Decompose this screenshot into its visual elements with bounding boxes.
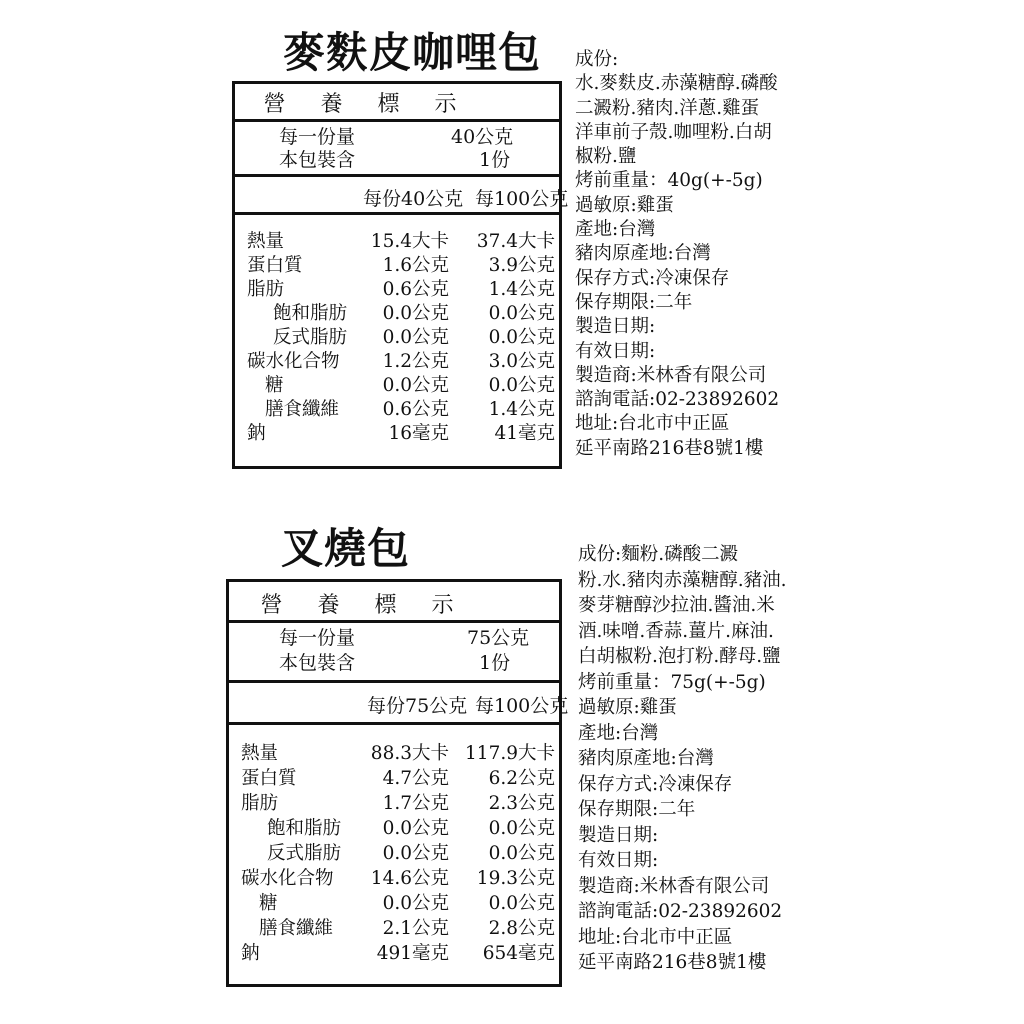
info-line: 成份:麵粉.磷酸二澱 [578, 544, 739, 565]
nutrient-row [229, 792, 559, 816]
nutrient-name: 鈉 [241, 943, 260, 964]
nutrient-per-serving: 491毫克 [376, 943, 449, 964]
product-title: 麥麩皮咖哩包 [283, 28, 542, 77]
info-line: 產地:台灣 [578, 722, 659, 744]
info-line: 麥芽糖醇沙拉油.醬油.米 [578, 595, 775, 616]
info-line: 保存期限:二年 [575, 291, 693, 313]
serving-size-value: 40公克 [451, 126, 514, 148]
info-line: 有效日期: [578, 850, 659, 871]
info-line: 諮詢電話:02-23892602 [578, 901, 783, 922]
nutrient-row [235, 422, 559, 446]
info-line: 豬肉原產地:台灣 [578, 748, 714, 769]
divider [235, 174, 559, 177]
nutrient-row [235, 302, 559, 326]
nutrient-per-100g: 3.9公克 [488, 255, 555, 276]
nutrient-per-serving: 1.7公克 [382, 793, 449, 814]
nutrient-name: 熱量 [247, 231, 285, 252]
info-line: 製造商:米林香有限公司 [578, 875, 770, 897]
column-header-per-serving: 每份75公克 [367, 695, 468, 717]
divider [235, 212, 559, 215]
info-line: 地址:台北市中正區 [578, 926, 733, 948]
nutrient-per-100g: 19.3公克 [476, 868, 555, 889]
servings-per-package-value: 1份 [479, 149, 511, 171]
servings-per-package-label: 本包裝含 [279, 149, 356, 171]
nutrient-name: 脂肪 [241, 793, 279, 814]
divider [235, 119, 559, 122]
nutrient-per-serving: 1.6公克 [382, 255, 449, 276]
nutrient-name: 飽和脂肪 [267, 818, 342, 839]
nutrient-row [229, 892, 559, 916]
nutrient-row [235, 278, 559, 302]
nutrient-per-100g: 0.0公克 [488, 327, 555, 348]
nutrient-row [229, 917, 559, 941]
nutrient-row [229, 942, 559, 966]
nutrient-name: 反式脂肪 [273, 327, 348, 348]
nutrient-per-serving: 0.0公克 [382, 327, 449, 348]
info-line: 延平南路216巷8號1樓 [575, 437, 764, 459]
nutrient-name: 糖 [265, 375, 284, 396]
nutrient-name: 糖 [259, 893, 278, 914]
nutrient-row [235, 326, 559, 350]
nutrient-per-serving: 0.6公克 [382, 279, 449, 300]
nutrient-per-100g: 0.0公克 [488, 893, 555, 914]
info-line: 延平南路216巷8號1樓 [578, 952, 767, 973]
nutrient-per-100g: 2.8公克 [488, 918, 555, 939]
nutrient-per-serving: 0.0公克 [382, 375, 449, 396]
nutrient-per-serving: 4.7公克 [382, 768, 449, 789]
info-line: 水.麥麩皮.赤藻糖醇.磷酸 [575, 73, 778, 95]
nutrient-name: 鈉 [247, 423, 266, 444]
nutrition-facts-panel [232, 81, 569, 469]
nutrient-per-serving: 16毫克 [388, 423, 449, 444]
nutrient-row [229, 867, 559, 891]
column-header-per-serving: 每份40公克 [363, 188, 464, 210]
nutrient-per-100g: 0.0公克 [488, 818, 555, 839]
serving-size-value: 75公克 [467, 627, 530, 649]
info-line: 酒.味噌.香蒜.薑片.麻油. [578, 620, 774, 642]
nutrient-name: 反式脂肪 [267, 843, 342, 864]
nutrient-name: 蛋白質 [247, 255, 303, 276]
info-line: 產地:台灣 [575, 219, 656, 241]
info-line: 製造日期: [578, 824, 659, 846]
serving-size-label: 每一份量 [279, 126, 356, 148]
nutrient-per-serving: 0.6公克 [382, 399, 449, 420]
info-line: 豬肉原產地:台灣 [575, 243, 711, 265]
info-line: 洋車前子殼.咖哩粉.白胡 [575, 121, 772, 143]
divider [229, 620, 559, 623]
info-line: 諮詢電話:02-23892602 [575, 389, 780, 411]
info-line: 成份: [575, 49, 619, 70]
info-line: 烤前重量：75g(+-5g) [578, 671, 766, 693]
nutrient-per-serving: 0.0公克 [382, 303, 449, 324]
nutrient-name: 蛋白質 [241, 768, 297, 789]
info-line: 過敏原:雞蛋 [575, 194, 674, 216]
info-line: 二澱粉.豬肉.洋蔥.雞蛋 [575, 97, 760, 119]
product-label [0, 512, 1024, 1024]
nutrient-row [235, 398, 559, 422]
product-title: 叉燒包 [281, 524, 411, 573]
nutrient-row [229, 742, 559, 766]
nutrient-name: 熱量 [241, 743, 279, 764]
nutrient-name: 膳食纖維 [265, 399, 340, 420]
nutrient-per-100g: 0.0公克 [488, 843, 555, 864]
nutrient-row [229, 767, 559, 791]
servings-per-package-label: 本包裝含 [279, 652, 356, 674]
nutrient-per-100g: 2.3公克 [488, 793, 555, 814]
nutrient-per-100g: 1.4公克 [488, 279, 555, 300]
info-line: 烤前重量：40g(+-5g) [575, 170, 763, 192]
nutrient-name: 膳食纖維 [259, 918, 334, 939]
nutrient-per-100g: 41毫克 [494, 423, 555, 444]
info-line: 過敏原:雞蛋 [578, 697, 677, 718]
nutrient-per-serving: 0.0公克 [382, 818, 449, 839]
nutrient-per-serving: 0.0公克 [382, 843, 449, 864]
nutrient-per-100g: 37.4大卡 [476, 231, 555, 252]
info-line: 製造日期: [575, 316, 656, 338]
divider [229, 680, 559, 683]
info-line: 保存方式:冷凍保存 [578, 773, 733, 795]
info-line: 地址:台北市中正區 [575, 413, 730, 435]
nutrient-per-serving: 1.2公克 [382, 351, 449, 372]
nutrient-row [235, 230, 559, 254]
nutrient-per-100g: 117.9大卡 [465, 743, 555, 764]
nutrient-name: 飽和脂肪 [273, 303, 348, 324]
nutrient-per-100g: 0.0公克 [488, 303, 555, 324]
divider [229, 722, 559, 725]
info-line: 保存方式:冷凍保存 [575, 267, 730, 289]
info-line: 製造商:米林香有限公司 [575, 364, 767, 386]
nutrient-per-serving: 14.6公克 [370, 868, 449, 889]
nutrient-per-100g: 654毫克 [482, 943, 555, 964]
panel-heading: 營 養 標 示 [260, 593, 468, 618]
servings-per-package-value: 1份 [479, 652, 511, 674]
nutrient-row [235, 350, 559, 374]
info-line: 椒粉.鹽 [575, 146, 637, 168]
nutrient-name: 脂肪 [247, 279, 285, 300]
nutrient-per-serving: 0.0公克 [382, 893, 449, 914]
nutrient-row [235, 374, 559, 398]
nutrient-per-100g: 3.0公克 [488, 351, 555, 372]
info-line: 保存期限:二年 [578, 799, 696, 820]
nutrient-row [235, 254, 559, 278]
nutrient-per-serving: 15.4大卡 [370, 231, 449, 252]
nutrient-row [229, 817, 559, 841]
column-header-per-100g: 每100公克 [475, 188, 569, 210]
nutrient-per-100g: 6.2公克 [488, 768, 555, 789]
nutrition-facts-panel [226, 579, 569, 987]
info-line: 粉.水.豬肉赤藻糖醇.豬油. [578, 569, 787, 591]
product-info-text [578, 542, 787, 976]
product-info-text [575, 48, 779, 461]
nutrient-per-100g: 0.0公克 [488, 375, 555, 396]
panel-heading: 營 養 標 示 [263, 92, 471, 117]
nutrient-per-100g: 1.4公克 [488, 399, 555, 420]
info-line: 有效日期: [575, 340, 656, 362]
nutrient-name: 碳水化合物 [241, 868, 334, 889]
nutrient-row [229, 842, 559, 866]
serving-size-label: 每一份量 [279, 627, 356, 649]
nutrient-per-serving: 2.1公克 [382, 918, 449, 939]
column-header-per-100g: 每100公克 [475, 695, 569, 717]
info-line: 白胡椒粉.泡打粉.酵母.鹽 [578, 646, 781, 667]
nutrient-name: 碳水化合物 [247, 351, 340, 372]
nutrient-per-serving: 88.3大卡 [370, 743, 449, 764]
